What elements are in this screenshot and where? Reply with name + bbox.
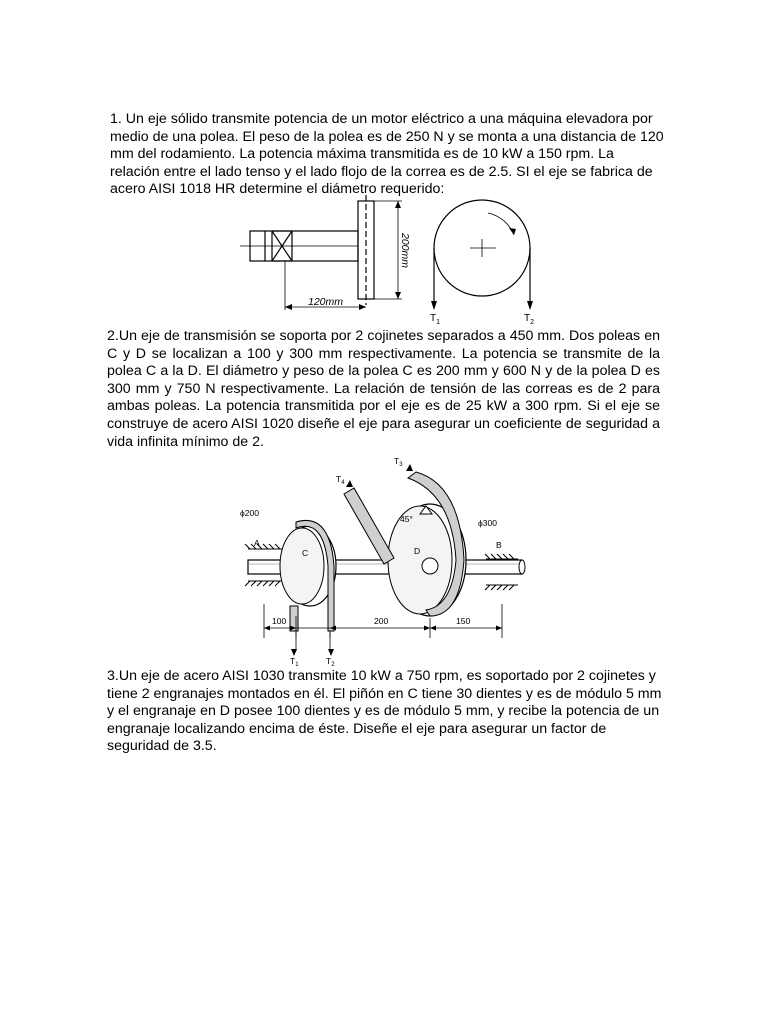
t4-belt-label: $T_4$ — [336, 474, 345, 486]
bearing-a-label: A — [254, 538, 260, 548]
t2-belt-label: $T_2$ — [326, 656, 335, 668]
dim-200mm-label: 200mm — [399, 233, 411, 269]
angle-45-label: 45° — [400, 514, 413, 524]
problem-2-text: 2.Un eje de transmisión se soporta por 2 cojinetes separados a 450 mm. Dos poleas en C y D se localizan a 100 y 300 mm respectivamente. La potencia se transmite de la polea C a la D. El diámetro y peso de la polea C es 200 mm y 600 N y de la polea D es 300 mm y 750 N respectivamente. La relación de tensión de las correas es de 2 para ambas poleas. La potencia transmitida por el eje es de 25 kW a 300 rpm. Si el eje se construye de acero AISI 1020 diseñe el eje para asegurar un coeficiente de seguridad a vida infinita mínimo de 2. — [107, 328, 660, 450]
t2-label: $T_2$ — [524, 313, 535, 326]
figure-1-pulley-diagram — [230, 195, 540, 325]
problem-1-text: 1. Un eje sólido transmite potencia de un motor eléctrico a una máquina elevadora por medio de una polea. El peso de la polea es de 250 N y se monta a una distancia de 120 mm del rodamiento. La potencia máxima transmitida es de 10 kW a 150 rpm. La relación entre el lado tenso y el lado flojo de la correa es de 2.5. SI el eje se fabrica de acero AISI 1018 HR determine el diámetro requerido: — [110, 111, 664, 198]
dim-150-label: 150 — [456, 616, 471, 626]
dim-120mm-label: 120mm — [308, 296, 344, 308]
problem-3-text: 3.Un eje de acero AISI 1030 transmite 10 kW a 750 rpm, es soportado por 2 cojinetes y tiene 2 engranajes montados en él. El piñón en C tiene 30 dientes y es de módulo 5 mm y el engranaje en D posee 100 dientes y es de módulo 5 mm, y recibe la potencia de un engranaje localizando encima de éste. Diseñe el eje para asegurar un factor de seguridad de 3.5. — [107, 668, 662, 755]
dim-100-label: 100 — [272, 616, 287, 626]
t3-belt-label: $T_3$ — [394, 456, 403, 468]
dim-200-label: 200 — [374, 616, 389, 626]
bearing-b-label: B — [496, 540, 502, 550]
pulley-d-label: D — [414, 546, 421, 556]
figure-2-shaft-diagram — [234, 456, 534, 668]
phi-300-label: ϕ300 — [478, 518, 497, 528]
phi-200-label: ϕ200 — [240, 508, 259, 518]
t1-label: $T_1$ — [430, 313, 441, 326]
pulley-c-label: C — [302, 548, 309, 558]
t1-belt-label: $T_1$ — [290, 656, 299, 668]
